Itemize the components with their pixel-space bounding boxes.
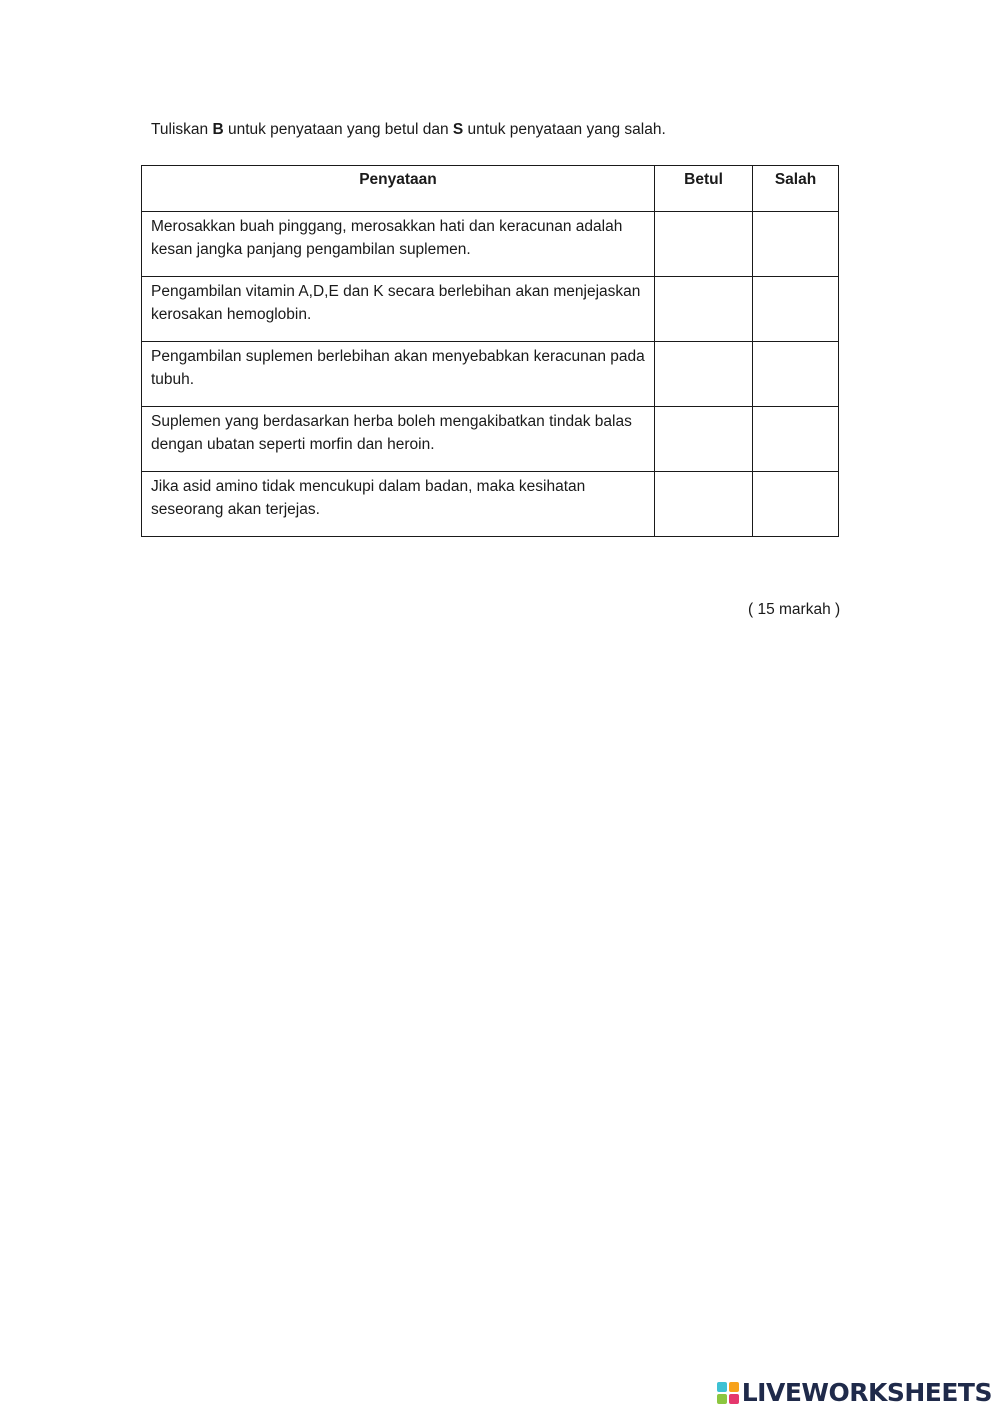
instruction-part-1: Tuliskan: [151, 121, 213, 138]
header-betul: Betul: [655, 166, 753, 212]
statement-cell: Merosakkan buah pinggang, merosakkan hati dan keracunan adalah kesan jangka panjang pengambilan suplemen.: [142, 212, 655, 277]
statement-cell: Suplemen yang berdasarkan herba boleh mengakibatkan tindak balas dengan ubatan seperti morfin dan heroin.: [142, 407, 655, 472]
answer-salah-cell[interactable]: [753, 277, 839, 342]
answer-betul-cell[interactable]: [655, 472, 753, 537]
table-row: [142, 342, 839, 407]
brand-watermark: [717, 1378, 992, 1407]
answer-betul-cell[interactable]: [655, 342, 753, 407]
table-row: [142, 407, 839, 472]
header-statement: Penyataan: [142, 166, 655, 212]
instruction-part-2: untuk penyataan yang betul dan: [223, 121, 453, 138]
instruction-bold-b: B: [212, 121, 224, 138]
logo-square: [729, 1382, 739, 1392]
answer-betul-cell[interactable]: [655, 277, 753, 342]
answer-salah-cell[interactable]: [753, 407, 839, 472]
answer-salah-cell[interactable]: [753, 342, 839, 407]
answer-betul-cell[interactable]: [655, 212, 753, 277]
table-row: [142, 277, 839, 342]
answer-salah-cell[interactable]: [753, 212, 839, 277]
marks-label: ( 15 markah ): [748, 601, 841, 618]
liveworksheets-logo-icon: [717, 1382, 739, 1404]
answer-betul-cell[interactable]: [655, 407, 753, 472]
table-row: [142, 472, 839, 537]
brand-name: LIVEWORKSHEETS: [741, 1378, 992, 1407]
statement-cell: Pengambilan vitamin A,D,E dan K secara berlebihan akan menjejaskan kerosakan hemoglobin.: [142, 277, 655, 342]
header-salah: Salah: [753, 166, 839, 212]
answer-salah-cell[interactable]: [753, 472, 839, 537]
statement-cell: Jika asid amino tidak mencukupi dalam badan, maka kesihatan seseorang akan terjejas.: [142, 472, 655, 537]
logo-square: [729, 1394, 739, 1404]
table-row: [142, 212, 839, 277]
table-header-row: [142, 166, 839, 212]
instruction-part-3: untuk penyataan yang salah.: [463, 121, 666, 138]
statement-cell: Pengambilan suplemen berlebihan akan menyebabkan keracunan pada tubuh.: [142, 342, 655, 407]
instruction-text: [151, 121, 666, 139]
statements-table: [141, 165, 839, 537]
instruction-bold-s: S: [452, 121, 464, 138]
logo-square: [717, 1382, 727, 1392]
logo-square: [717, 1394, 727, 1404]
